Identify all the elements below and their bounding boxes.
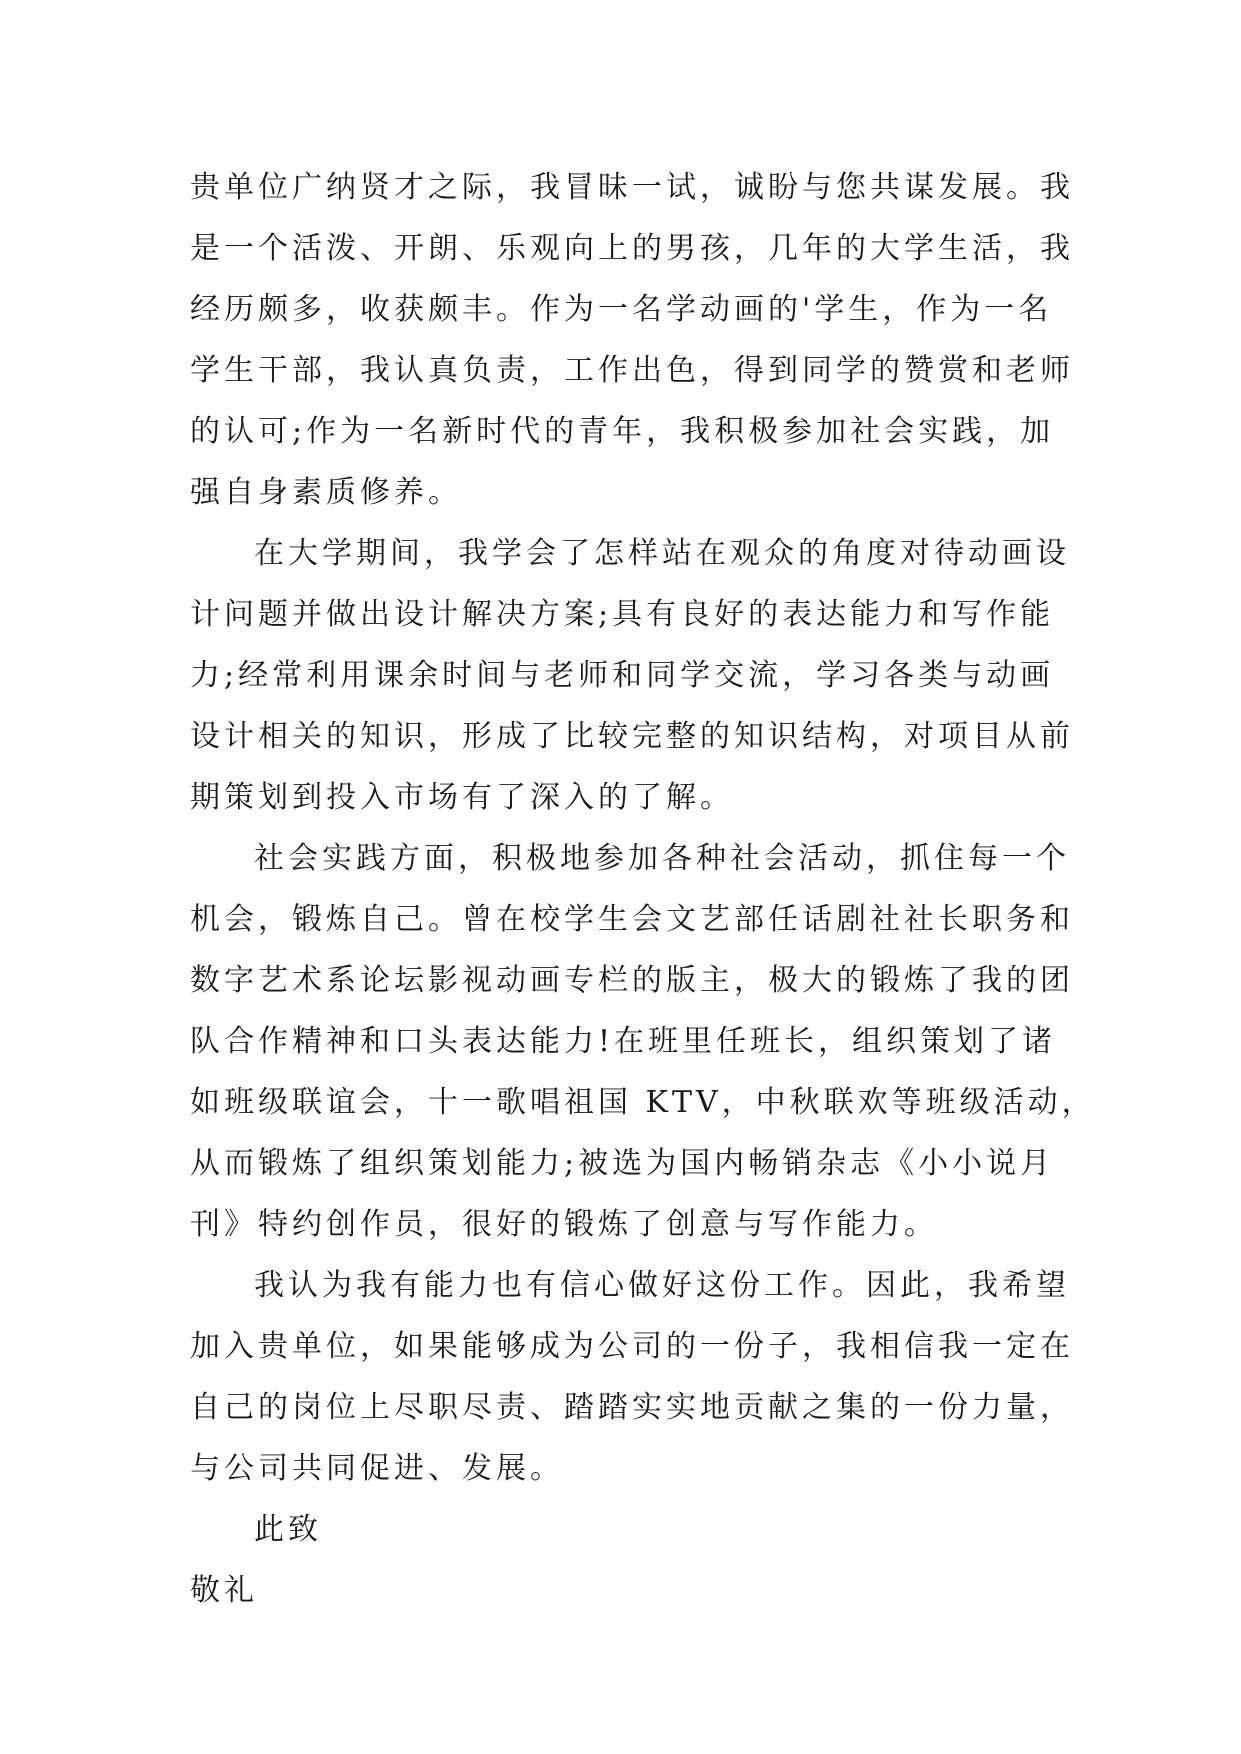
text-line: 是一个活泼、开朗、乐观向上的男孩，几年的大学生活，我	[190, 231, 1074, 266]
text-line: 的认可;作为一名新时代的青年，我积极参加社会实践，加	[190, 414, 1055, 449]
text-line: 我认为我有能力也有信心做好这份工作。因此，我希望	[254, 1268, 1070, 1303]
letter-body	[190, 157, 1096, 1621]
closing-regards: 敬礼	[190, 1573, 258, 1608]
text-line: 刊》特约创作员，很好的锻炼了创意与写作能力。	[190, 1207, 938, 1242]
text-line: 计问题并做出设计解决方案;具有良好的表达能力和写作能	[190, 597, 1055, 632]
text-line: 与公司共同促进、发展。	[190, 1451, 564, 1486]
text-line: 队合作精神和口头表达能力!在班里任班长，组织策划了诸	[190, 1024, 1057, 1059]
text-line: 自己的岗位上尽职尽责、踏踏实实地贡献之集的一份力量，	[190, 1390, 1074, 1425]
text-line: 数字艺术系论坛影视动画专栏的版主，极大的锻炼了我的团	[190, 963, 1074, 998]
text-line: 如班级联谊会，十一歌唱祖国 KTV，中秋联欢等班级活动，	[190, 1085, 1096, 1120]
text-line: 贵单位广纳贤才之际，我冒昧一试，诚盼与您共谋发展。我	[190, 170, 1074, 205]
text-line: 设计相关的知识，形成了比较完整的知识结构，对项目从前	[190, 719, 1074, 754]
text-line: 力;经常利用课余时间与老师和同学交流，学习各类与动画	[190, 658, 1055, 693]
text-line: 在大学期间，我学会了怎样站在观众的角度对待动画设	[254, 536, 1070, 571]
text-line: 从而锻炼了组织策划能力;被选为国内畅销杂志《小小说月	[190, 1146, 1055, 1181]
paragraph-intro	[190, 157, 1074, 523]
text-line: 经历颇多，收获颇丰。作为一名学动画的'学生，作为一名	[190, 292, 1053, 327]
text-line: 社会实践方面，积极地参加各种社会活动，抓住每一个	[254, 841, 1070, 876]
paragraph-social-practice	[190, 828, 1096, 1255]
paragraph-conclusion	[190, 1255, 1074, 1499]
text-line: 机会，锻炼自己。曾在校学生会文艺部任话剧社社长职务和	[190, 902, 1074, 937]
text-line: 期策划到投入市场有了深入的了解。	[190, 780, 734, 815]
closing-salutation: 此致	[254, 1512, 322, 1547]
text-line: 强自身素质修养。	[190, 475, 462, 510]
text-line: 学生干部，我认真负责，工作出色，得到同学的赞赏和老师	[190, 353, 1074, 388]
text-line: 加入贵单位，如果能够成为公司的一份子，我相信我一定在	[190, 1329, 1074, 1364]
paragraph-university	[190, 523, 1074, 828]
